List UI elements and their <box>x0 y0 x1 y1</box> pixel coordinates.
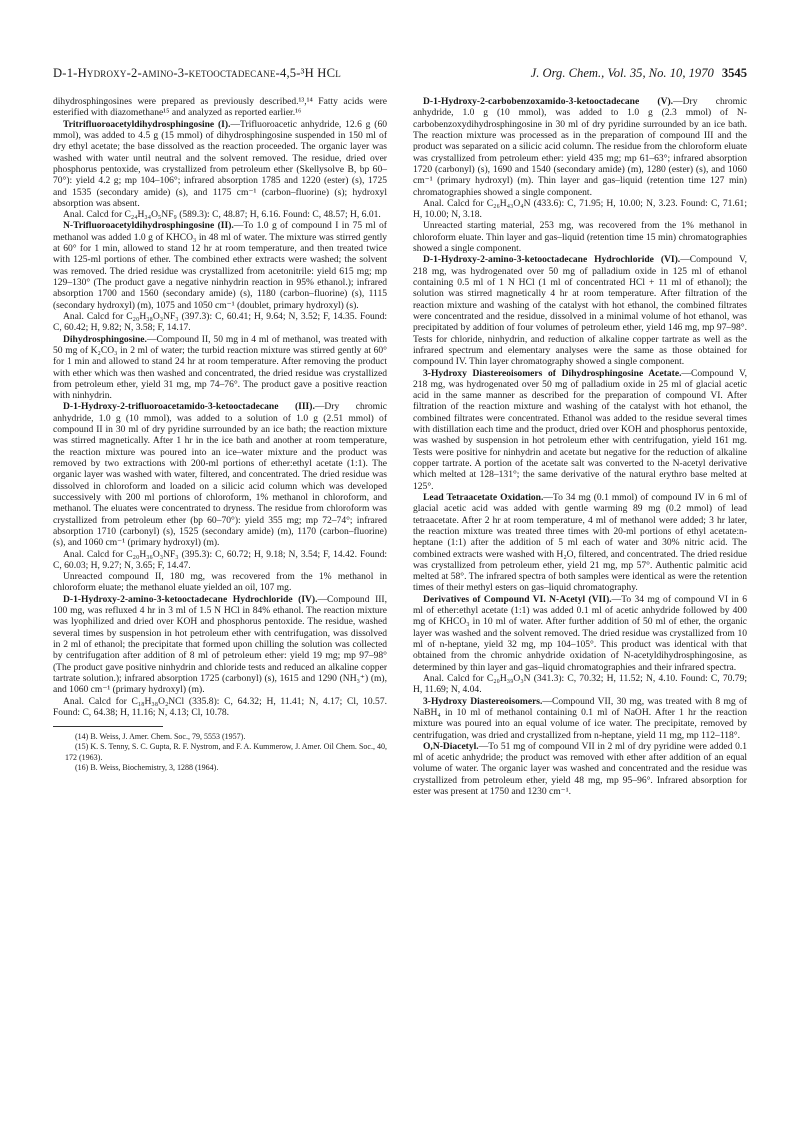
paragraph <box>413 198 747 221</box>
paragraph <box>413 594 747 673</box>
paragraph-heading: Tritrifluoroacetyldihydrosphingosine (I). <box>63 118 231 130</box>
paragraph-text: —Dry chromic anhydride, 1.0 g (10 mmol), was added to a solution of 1.0 g (2.51 mmol) of compound II in 30 ml of dry pyridine surrounded by an ice bath; the reaction mixture was stirred magnetically. After 1 hr in the ice bath and another at room temperature, the reaction mixture was poured into an ice–water mixture and the product was removed by two extractions with 200-ml portions of ether:ethyl acetate (1:1). The organic layer was washed with water, filtered, and concentrated. The dried residue was dissolved in chloroform and loaded on a silicic acid column which was developed successively with 200 ml portions of chloroform, 1% methanol in chloroform, and methanol. The eluates were concentrated to dryness. The residue from chloroform was crystallized from petroleum ether (bp 60–70°): yield 355 mg; mp 72–74°; infrared absorption 1710 (carbonyl) (s), 1525 (secondary amide) (m), 1170 (carbon–fluorine) (s), and 1060 cm⁻¹ (primary hydroxyl) (m). <box>53 401 387 549</box>
paragraph-text: —Compound II, 50 mg in 4 ml of methanol, was treated with 50 mg of K₂CO₃ in 2 ml of water; the turbid reaction mixture was stirred gently at 60° for 1 min and allowed to stand 24 hr at room temperature. After removing the product with ether which was then washed and concentrated, the dried residue was crystallized from petroleum ether, yield 31 mg, mp 74–76°. The product gave a positive reaction with ninhydrin. <box>53 333 387 402</box>
paragraph-heading: 3-Hydroxy Diastereoisomers of Dihydrosphingosine Acetate. <box>423 367 682 379</box>
paragraph <box>53 696 387 719</box>
paragraph-text: Unreacted starting material, 253 mg, was recovered from the 1% methanol in chloroform eluate. Thin layer and gas–liquid (retention time 15 min) chromatographies showed a single component. <box>413 220 747 255</box>
paragraph-text: Unreacted compound II, 180 mg, was recovered from the 1% methanol in chloroform eluate; the methanol eluate yielded an oil, 107 mg. <box>53 571 387 594</box>
running-title: D-1-Hydroxy-2-amino-3-ketooctadecane-4,5-³H HCl <box>53 66 341 80</box>
paragraph <box>53 334 387 402</box>
paragraph-heading: Dihydrosphingosine. <box>63 333 147 345</box>
paragraph-heading: 3-Hydroxy Diastereoisomers. <box>423 695 543 707</box>
paragraph <box>413 368 747 492</box>
paragraph-heading: D-1-Hydroxy-2-carbobenzoxamido-3-ketooctadecane (V). <box>423 96 674 107</box>
page-number: 3545 <box>721 66 747 80</box>
paragraph <box>413 492 747 594</box>
paragraph-heading: Lead Tetraacetate Oxidation. <box>423 491 544 503</box>
paragraph <box>413 220 747 254</box>
paragraph-text: —To 51 mg of compound VII in 2 ml of dry pyridine were added 0.1 ml of acetic anhydride; the product was removed with ether after addition of an equal volume of water. The organic layer was washed and concentrated and the residue was crystallized from petroleum ether, yield 48 mg, mp 95–96°. Infrared absorption for ester was present at 1750 and 1230 cm⁻¹. <box>413 740 747 798</box>
paragraph-heading: O,N-Diacetyl. <box>423 740 479 752</box>
journal-citation <box>531 66 747 81</box>
paragraph-heading: N-Trifluoroacetyldihydrosphingosine (II). <box>63 220 234 232</box>
paragraph-heading: D-1-Hydroxy-2-amino-3-ketooctadecane Hydrochloride (IV). <box>63 593 318 605</box>
paragraph-text: —Dry chromic anhydride, 1.0 g (10 mmol), was added to 1.0 g (2.3 mmol) of N-carbobenzoxydihydrosphingosine in 30 ml of dry pyridine surrounded by an ice bath. The reaction mixture was processed as in the preparation of compound III and the product was separated on a silicic acid column. The residue from the chloroform eluate was crystallized from petroleum ether: yield 435 mg; mp 61–63°; infrared absorption 1720 (carbonyl) (s), 1690 and 1540 (secondary amide) (m), 1280 (ester) (s), and 1060 cm⁻¹ (primary hydroxyl) (m). Thin layer and gas–liquid (retention time 127 min) chromatographies showed a single component. <box>413 96 747 198</box>
paragraph-text: —Compound V, 218 mg, was hydrogenated over 50 mg of palladium oxide in 25 ml of glacial acetic acid in the same manner as described for the preparation of compound VI. After filtration of the reaction mixture and washing of the catalyst with hot ethanol, the combined filtrates were concentrated. Ethanol was added to the residue several times with distillation each time and the product, dried over KOH and phosphorus pentoxide, was washed by suspension in hot petroleum ether with centrifugation, yield 161 mg. Tests were positive for ninhydrin and acetate but negative for the reduction of alkaline copper tartrate. A portion of the acetate salt was converted to the N-acetyl derivative which melted at 128–131°; the same derivative of the natural erythro base melted at 125°. <box>413 367 748 492</box>
journal-name: J. Org. Chem., Vol. 35, No. 10, 1970 <box>530 66 714 80</box>
paragraph <box>413 696 747 741</box>
paragraph <box>53 401 387 548</box>
footnote: (15) K. S. Tenny, S. C. Gupta, R. F. Nystrom, and F. A. Kummerow, J. Amer. Oil Chem. Soc., 40, 172 (1963). <box>65 742 387 762</box>
right-column <box>413 96 747 797</box>
running-header <box>53 66 747 86</box>
paragraph <box>53 594 387 696</box>
paragraph <box>53 96 387 119</box>
paragraph <box>413 673 747 696</box>
footnote: (14) B. Weiss, J. Amer. Chem. Soc., 79, 5553 (1957). <box>75 732 246 742</box>
paragraph-text: Anal. Calcd for C₂₄H₃₄O₅NF₉ (589.3): C, 48.87; H, 6.16. Found: C, 48.57; H, 6.01. <box>63 209 381 221</box>
paragraph-text: Anal. Calcd for C₂₆H₄₃O₄N (433.6): C, 71.95; H, 10.00; N, 3.23. Found: C, 71.61; H, 10.00; N, 3.18. <box>413 197 747 221</box>
paragraph-text: —Trifluoroacetic anhydride, 12.6 g (60 mmol), was added to 4.5 g (15 mmol) of dihydrosphingosine suspended in 150 ml of dry ethyl acetate; the base dissolved as the reaction proceeded. The organic layer was washed with water until neutral and the solvent removed. The residue, dried over phosphorus pentoxide, was crystallized from petroleum ether (Skellysolve B, bp 60–70°): yield 4.2 g; mp 104–106°; infrared absorption 1785 and 1220 (ester) (s), 1725 and 1535 (secondary amide) (s), and 1175 cm⁻¹ (carbon–fluorine) (s); hydroxyl absorption was absent. <box>53 118 387 209</box>
paragraph-text: Anal. Calcd for C₂₀H₃₉O₃N (341.3): C, 70.32; H, 11.52; N, 4.10. Found: C, 70.79; H, 11.69; N, 4.04. <box>413 672 747 696</box>
paragraph-heading: D-1-Hydroxy-2-trifluoroacetamido-3-ketooctadecane (III). <box>63 401 315 413</box>
paragraph-heading: D-1-Hydroxy-2-amino-3-ketooctadecane Hydrochloride (VI). <box>423 254 681 266</box>
paragraph <box>53 311 387 334</box>
paragraph <box>53 209 387 220</box>
paragraph-text: —To 1.0 g of compound I in 75 ml of methanol was added 1.0 g of KHCO₃ in 48 ml of water. The mixture was stirred gently at 60° for 1 min, allowed to stand 12 hr at room temperature, and then treated twice with 125-ml portions of ether. The combined ether extracts were washed; the solvent was removed. The dried residue was crystallized from acetonitrile: yield 615 mg; mp 129–130° (The product gave a negative ninhydrin reaction in 95% ethanol.); infrared absorption 1700 and 1560 (secondary amide) (s), 1180 (carbon–fluorine) (s), 1115 (secondary hydroxyl) (m), 1075 and 1050 cm⁻¹ (doublet, primary hydroxyl) (s). <box>53 220 387 311</box>
paragraph <box>53 119 387 210</box>
paragraph-text: Anal. Calcd for C₁₈H₃₈O₂NCl (335.8): C, 64.32; H, 11.41; N, 4.17; Cl, 10.57. Found: C, 64.38; H, 11.16; N, 4.13; Cl, 10.78. <box>53 695 387 718</box>
footnote-rule <box>53 726 163 727</box>
paragraph <box>53 571 387 594</box>
paragraph <box>53 549 387 572</box>
paragraph-text: dihydrosphingosines were prepared as previously described.¹³,¹⁴ Fatty acids were esterified with diazomethane¹⁵ and analyzed as reported earlier.¹⁶ <box>53 96 387 119</box>
paragraph-text: —Compound VII, 30 mg, was treated with 8 mg of NaBH₄ in 10 ml of methanol containing 0.1 ml of NaOH. After 1 hr the reaction mixture was poured into an equal volume of ice water. The precipitate, removed by centrifugation, was dried and crystallized from n-heptane, yield 11 mg, mp 112–118°. <box>413 695 748 741</box>
left-column <box>53 96 387 773</box>
paragraph-text: —Compound V, 218 mg, was hydrogenated over 50 mg of palladium oxide in 125 ml of ethanol containing 0.5 ml of 1 N HCl (1 ml of concentrated HCl + 11 ml of ethanol); the solution was stirred magnetically 4 hr at room temperature. After filtration of the reaction mixture and washing of the catalyst with hot ethanol, the combined filtrates were concentrated and the residue, dissolved in a minimal volume of hot ethanol, was precipitated by addition of four volumes of petroleum ether, yield 146 mg, mp 97–98°. Tests for chloride, ninhydrin, and reduction of alkaline copper tartrate as well as the infrared spectrum and elementary analyses were the same as those obtained for compound IV. Thin layer chromatography showed a single component. <box>413 254 747 368</box>
paragraph-text: —Compound III, 100 mg, was refluxed 4 hr in 3 ml of 1.5 N HCl in 84% ethanol. The reaction mixture was lyophilized and dried over KOH and phosphorus pentoxide. The residue, washed several times by suspension in hot petroleum ether with centrifugation, was dissolved in 2 ml of ethanol; the precipitate that formed upon chilling the solution was collected by centrifugation after addition of 8 ml of petroleum ether: yield 19 mg; mp 97–98° (The product gave positive ninhydrin and chloride tests and reduced an alkaline copper tartrate solution.); infrared absorption 1725 (carbonyl) (s), 1615 and 1290 (NH₃⁺) (m), and 1060 cm⁻¹ (primary hydroxyl) (m). <box>53 593 387 696</box>
footnote: (16) B. Weiss, Biochemistry, 3, 1288 (1964). <box>75 762 219 772</box>
paragraph-heading: Derivatives of Compound VI. N-Acetyl (VII). <box>423 593 612 605</box>
paragraph-text: —To 34 mg of compound VI in 6 ml of ether:ethyl acetate (1:1) was added 0.1 ml of acetic anhydride followed by 400 mg of KHCO₃ in 10 ml of water. After further addition of 50 ml of ether, the organic layer was washed and the solvent removed. The dried residue was crystallized from 10 ml of n-heptane, yield 32 mg, mp 104–105°. This product was identical with that obtained from the chromic anhydride oxidation of N-acetyldihydrosphingosine, as determined by thin layer and gas–liquid chromatographies and their infrared spectra. <box>413 593 747 673</box>
paragraph <box>413 741 747 798</box>
paragraph <box>413 96 747 198</box>
paragraph-text: —To 34 mg (0.1 mmol) of compound IV in 6 ml of glacial acetic acid was added with gentle warming 89 mg (0.2 mmol) of lead tetraacetate. After 2 hr at room temperature, 4 ml of methanol were added; 3 hr later, the reaction mixture was treated three times with 20-ml portions of ethyl acetate:n-heptane (1:1) after the addition of 5 ml each of water and 30% nitric acid. The combined extracts were washed with H₂O, filtered, and concentrated. The dried residue was crystallized from petroleum ether, yield 21 mg, mp 57°. Authentic palmitic acid melted at 58°. The infrared spectra of both samples were identical as were the retention times of their methyl esters on gas–liquid chromatography. <box>413 491 747 594</box>
paragraph <box>413 254 747 367</box>
paragraph-text: Anal. Calcd for C₂₀H₃₆O₃NF₃ (395.3): C, 60.72; H, 9.18; N, 3.54; F, 14.42. Found: C, 60.03; H, 9.27; N, 3.65; F, 14.47. <box>53 548 387 571</box>
paragraph <box>53 220 387 311</box>
paragraph-text: Anal. Calcd for C₂₀H₃₈O₃NF₃ (397.3): C, 60.41; H, 9.64; N, 3.52; F, 14.35. Found: C, 60.42; H, 9.82; N, 3.58; F, 14.17. <box>53 310 387 334</box>
